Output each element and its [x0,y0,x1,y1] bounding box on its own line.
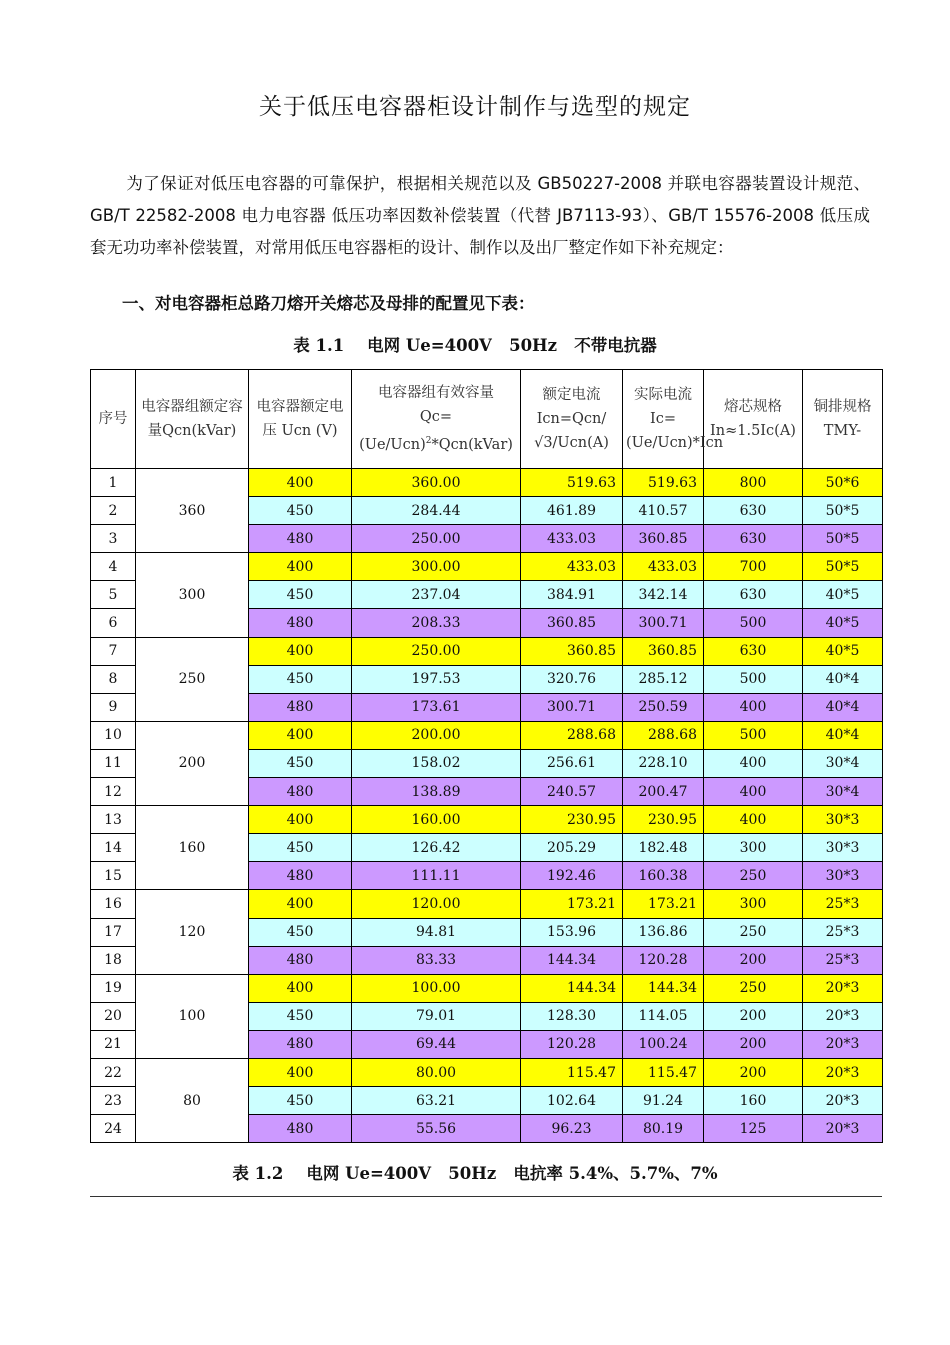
table-row [91,553,883,581]
cell-fuse-spec: 630 [704,497,803,525]
cell-rated-capacity: 100 [136,974,249,1058]
cell-fuse-spec: 200 [704,1002,803,1030]
cell-rated-current: 144.34 [521,946,623,974]
cell-rated-current: 360.85 [521,637,623,665]
cell-actual-current: 300.71 [623,609,704,637]
cell-busbar-spec: 20*3 [803,1030,883,1058]
cell-rated-current: 240.57 [521,778,623,806]
cell-busbar-spec: 20*3 [803,1058,883,1086]
cell-actual-current: 173.21 [623,890,704,918]
cell-rated-current: 153.96 [521,918,623,946]
cell-busbar-spec: 20*3 [803,974,883,1002]
cell-seq: 6 [91,609,136,637]
intro-paragraph [90,168,870,264]
cell-effective-capacity: 300.00 [352,553,521,581]
cell-effective-capacity: 237.04 [352,581,521,609]
capacitor-spec-table [90,369,883,1143]
cell-voltage: 450 [249,749,352,777]
cell-rated-current: 120.28 [521,1030,623,1058]
cell-busbar-spec: 30*4 [803,749,883,777]
table-row [91,806,883,834]
cell-seq: 24 [91,1115,136,1143]
cell-voltage: 400 [249,806,352,834]
cell-effective-capacity: 173.61 [352,693,521,721]
cell-busbar-spec: 30*3 [803,834,883,862]
cell-effective-capacity: 250.00 [352,525,521,553]
document-title: 关于低压电容器柜设计制作与选型的规定 [259,94,691,120]
header-rated-capacity: 电容器组额定容量Qcn(kVar) [136,370,249,469]
cell-actual-current: 250.59 [623,693,704,721]
intro-text: 为了保证对低压电容器的可靠保护，根据相关规范以及 GB50227-2008 并联电容器装置设计规范、GB/T 22582-2008 电力电容器 低压功率因数补偿装置（代替 JB7113-93）、GB/T 15576-2008 低压成套无功功率补偿装置，对常用低压电容器柜的设计、制作以及出厂整定作如下补充规定： [90,174,870,257]
cell-voltage: 450 [249,581,352,609]
cell-actual-current: 120.28 [623,946,704,974]
cell-actual-current: 360.85 [623,637,704,665]
cell-busbar-spec: 40*5 [803,581,883,609]
cell-seq: 18 [91,946,136,974]
cell-rated-current: 360.85 [521,609,623,637]
cell-rated-current: 115.47 [521,1058,623,1086]
cell-actual-current: 410.57 [623,497,704,525]
cell-seq: 13 [91,806,136,834]
cell-voltage: 480 [249,862,352,890]
cell-voltage: 480 [249,946,352,974]
cell-voltage: 450 [249,834,352,862]
cell-voltage: 400 [249,553,352,581]
cell-busbar-spec: 25*3 [803,890,883,918]
cell-voltage: 480 [249,778,352,806]
cell-seq: 17 [91,918,136,946]
cell-seq: 23 [91,1087,136,1115]
cell-voltage: 480 [249,609,352,637]
cell-rated-capacity: 360 [136,469,249,553]
cell-effective-capacity: 138.89 [352,778,521,806]
cell-rated-capacity: 120 [136,890,249,974]
cell-effective-capacity: 360.00 [352,469,521,497]
cell-actual-current: 136.86 [623,918,704,946]
table-row [91,890,883,918]
cell-rated-current: 205.29 [521,834,623,862]
cell-seq: 7 [91,637,136,665]
cell-busbar-spec: 40*5 [803,609,883,637]
cell-fuse-spec: 250 [704,918,803,946]
cell-busbar-spec: 30*4 [803,778,883,806]
header-rated-voltage: 电容器额定电压 Ucn (V) [249,370,352,469]
cell-effective-capacity: 126.42 [352,834,521,862]
cell-effective-capacity: 69.44 [352,1030,521,1058]
table-body [91,469,883,1143]
cell-fuse-spec: 630 [704,525,803,553]
cell-actual-current: 342.14 [623,581,704,609]
cell-fuse-spec: 250 [704,974,803,1002]
header-busbar-spec: 铜排规格 TMY- [803,370,883,469]
cell-busbar-spec: 20*3 [803,1087,883,1115]
cell-fuse-spec: 700 [704,553,803,581]
cell-fuse-spec: 250 [704,862,803,890]
header-actual-current: 实际电流Ic=(Ue/Ucn)*Icn [623,370,704,469]
cell-actual-current: 228.10 [623,749,704,777]
cell-actual-current: 115.47 [623,1058,704,1086]
cell-fuse-spec: 125 [704,1115,803,1143]
cell-seq: 16 [91,890,136,918]
cell-busbar-spec: 30*3 [803,806,883,834]
cell-fuse-spec: 800 [704,469,803,497]
cell-voltage: 400 [249,974,352,1002]
cell-effective-capacity: 111.11 [352,862,521,890]
table-1-caption: 表 1.1 电网 Ue=400V 50Hz 不带电抗器 [293,336,657,355]
cell-fuse-spec: 400 [704,806,803,834]
cell-effective-capacity: 158.02 [352,749,521,777]
cell-voltage: 450 [249,497,352,525]
cell-effective-capacity: 120.00 [352,890,521,918]
header-seq: 序号 [91,370,136,469]
cell-fuse-spec: 200 [704,1058,803,1086]
cell-voltage: 400 [249,1058,352,1086]
cell-seq: 22 [91,1058,136,1086]
cell-seq: 9 [91,693,136,721]
cell-actual-current: 433.03 [623,553,704,581]
cell-fuse-spec: 160 [704,1087,803,1115]
cell-rated-current: 256.61 [521,749,623,777]
cell-rated-current: 288.68 [521,721,623,749]
table-row [91,469,883,497]
cell-seq: 11 [91,749,136,777]
cell-rated-current: 144.34 [521,974,623,1002]
cell-actual-current: 182.48 [623,834,704,862]
cell-voltage: 480 [249,1115,352,1143]
cell-fuse-spec: 200 [704,946,803,974]
table-2-caption: 表 1.2 电网 Ue=400V 50Hz 电抗率 5.4%、5.7%、7% [232,1164,718,1183]
cell-actual-current: 360.85 [623,525,704,553]
cell-effective-capacity: 200.00 [352,721,521,749]
cell-seq: 8 [91,665,136,693]
cell-effective-capacity: 100.00 [352,974,521,1002]
cell-voltage: 480 [249,525,352,553]
table-row [91,1058,883,1086]
cell-effective-capacity: 250.00 [352,637,521,665]
cell-seq: 21 [91,1030,136,1058]
header-rated-current: 额定电流Icn=Qcn/√3/Ucn(A) [521,370,623,469]
cell-seq: 2 [91,497,136,525]
cell-busbar-spec: 50*5 [803,497,883,525]
cell-seq: 20 [91,1002,136,1030]
cell-fuse-spec: 500 [704,721,803,749]
cell-actual-current: 144.34 [623,974,704,1002]
cell-voltage: 480 [249,1030,352,1058]
cell-effective-capacity: 55.56 [352,1115,521,1143]
cell-rated-current: 128.30 [521,1002,623,1030]
cell-effective-capacity: 83.33 [352,946,521,974]
cell-actual-current: 160.38 [623,862,704,890]
cell-busbar-spec: 40*4 [803,693,883,721]
cell-actual-current: 100.24 [623,1030,704,1058]
cell-rated-capacity: 160 [136,806,249,890]
cell-actual-current: 519.63 [623,469,704,497]
cell-rated-current: 320.76 [521,665,623,693]
cell-seq: 10 [91,721,136,749]
header-fuse-spec: 熔芯规格In≈1.5Ic(A) [704,370,803,469]
cell-fuse-spec: 630 [704,581,803,609]
cell-voltage: 400 [249,721,352,749]
section-heading: 一、对电容器柜总路刀熔开关熔芯及母排的配置见下表： [122,294,535,313]
cell-rated-current: 519.63 [521,469,623,497]
cell-busbar-spec: 20*3 [803,1115,883,1143]
cell-voltage: 480 [249,693,352,721]
table-row [91,637,883,665]
cell-seq: 3 [91,525,136,553]
cell-voltage: 400 [249,469,352,497]
cell-voltage: 400 [249,890,352,918]
cell-actual-current: 230.95 [623,806,704,834]
cell-rated-current: 192.46 [521,862,623,890]
cell-voltage: 450 [249,1087,352,1115]
cell-fuse-spec: 300 [704,890,803,918]
cell-seq: 15 [91,862,136,890]
cell-fuse-spec: 630 [704,637,803,665]
cell-fuse-spec: 400 [704,749,803,777]
cell-seq: 12 [91,778,136,806]
cell-rated-current: 300.71 [521,693,623,721]
cell-seq: 1 [91,469,136,497]
header-effective-capacity: 电容器组有效容量 $Qc=(Ue/Ucn)^2*Qcn(kVar)$ [352,370,521,469]
cell-fuse-spec: 500 [704,609,803,637]
table-row [91,974,883,1002]
cell-effective-capacity: 79.01 [352,1002,521,1030]
cell-effective-capacity: 63.21 [352,1087,521,1115]
page-divider [90,1196,882,1197]
cell-rated-current: 96.23 [521,1115,623,1143]
cell-rated-current: 173.21 [521,890,623,918]
cell-voltage: 400 [249,637,352,665]
cell-effective-capacity: 208.33 [352,609,521,637]
cell-rated-current: 102.64 [521,1087,623,1115]
cell-rated-capacity: 250 [136,637,249,721]
cell-rated-capacity: 300 [136,553,249,637]
cell-busbar-spec: 40*4 [803,665,883,693]
cell-voltage: 450 [249,665,352,693]
cell-actual-current: 80.19 [623,1115,704,1143]
cell-voltage: 450 [249,918,352,946]
cell-rated-capacity: 80 [136,1058,249,1142]
cell-busbar-spec: 50*6 [803,469,883,497]
cell-fuse-spec: 400 [704,693,803,721]
cell-fuse-spec: 500 [704,665,803,693]
cell-seq: 5 [91,581,136,609]
cell-effective-capacity: 80.00 [352,1058,521,1086]
cell-busbar-spec: 50*5 [803,525,883,553]
cell-rated-current: 230.95 [521,806,623,834]
cell-effective-capacity: 284.44 [352,497,521,525]
cell-fuse-spec: 400 [704,778,803,806]
cell-actual-current: 114.05 [623,1002,704,1030]
cell-fuse-spec: 200 [704,1030,803,1058]
cell-rated-current: 461.89 [521,497,623,525]
cell-rated-current: 384.91 [521,581,623,609]
cell-busbar-spec: 50*5 [803,553,883,581]
cell-busbar-spec: 25*3 [803,946,883,974]
cell-actual-current: 285.12 [623,665,704,693]
cell-seq: 4 [91,553,136,581]
cell-busbar-spec: 40*5 [803,637,883,665]
cell-busbar-spec: 20*3 [803,1002,883,1030]
cell-effective-capacity: 197.53 [352,665,521,693]
cell-actual-current: 200.47 [623,778,704,806]
cell-seq: 19 [91,974,136,1002]
cell-rated-current: 433.03 [521,525,623,553]
cell-busbar-spec: 25*3 [803,918,883,946]
cell-seq: 14 [91,834,136,862]
cell-effective-capacity: 94.81 [352,918,521,946]
cell-rated-current: 433.03 [521,553,623,581]
cell-actual-current: 288.68 [623,721,704,749]
cell-busbar-spec: 40*4 [803,721,883,749]
cell-busbar-spec: 30*3 [803,862,883,890]
table-header-row [91,370,883,469]
table-row [91,721,883,749]
cell-effective-capacity: 160.00 [352,806,521,834]
cell-actual-current: 91.24 [623,1087,704,1115]
cell-voltage: 450 [249,1002,352,1030]
cell-fuse-spec: 300 [704,834,803,862]
cell-rated-capacity: 200 [136,721,249,805]
